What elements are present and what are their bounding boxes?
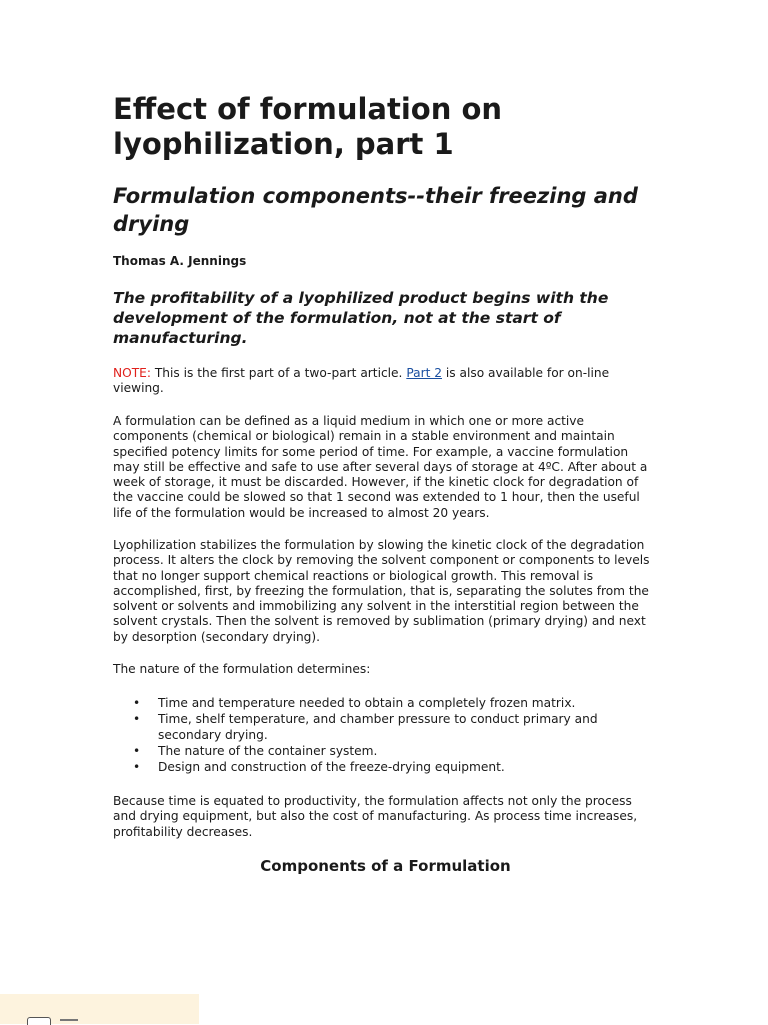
list-item xyxy=(113,711,658,743)
bullet-icon: • xyxy=(133,760,141,774)
note-text-before: This is the first part of a two-part article. xyxy=(150,366,407,380)
list-item-text: The nature of the container system. xyxy=(158,744,378,758)
note-label: NOTE: xyxy=(113,366,151,380)
list-item xyxy=(113,743,658,759)
section-heading: Components of a Formulation xyxy=(260,857,511,875)
closing-paragraph: Because time is equated to productivity, the formulation affects not only the process and drying equipment, but also the cost of manufacturing. As process time increases, profitability decreases. xyxy=(113,794,638,839)
lead-paragraph: The profitability of a lyophilized product begins with the development of the formulation, not at the start of manufacturing. xyxy=(113,289,609,347)
article-subtitle: Formulation components--their freezing and drying xyxy=(113,184,638,236)
note-text-after: is also available for on-line viewing. xyxy=(113,366,610,396)
part-2-link[interactable]: Part 2 xyxy=(406,366,442,380)
bullet-icon: • xyxy=(133,712,141,726)
note-paragraph xyxy=(113,366,658,397)
body-paragraph-1: A formulation can be defined as a liquid medium in which one or more active components (chemical or biological) remain in a stable environment and maintain specified potency limits for some period of time. For example, a vaccine formulation may still be effective and safe to use after several days of storage at 4ºC. After about a week of storage, it must be discarded. However, if the kinetic clock for degradation of the vaccine could be slowed so that 1 second was extended to 1 hour, then the useful life of the formulation would be increased to almost 20 years. xyxy=(113,414,648,520)
body-paragraph-2: Lyophilization stabilizes the formulation by slowing the kinetic clock of the degradation process. It alters the clock by removing the solvent component or components to levels that no longer support chemical reactions or biological growth. This removal is accomplished, first, by freezing the formulation, that is, separating the solutes from the solvent or solvents and immobilizing any solvent in the interstitial region between the solvent crystals. Then the solvent is removed by sublimation (primary drying) and next by desorption (secondary drying). xyxy=(113,538,650,644)
article-title: Effect of formulation on lyophilization, part 1 xyxy=(113,92,503,161)
author-name: Thomas A. Jennings xyxy=(113,254,247,268)
body-paragraph-3: The nature of the formulation determines: xyxy=(113,662,371,676)
bullet-icon: • xyxy=(133,696,141,710)
list-item-text: Time and temperature needed to obtain a completely frozen matrix. xyxy=(158,696,576,710)
footer-mark xyxy=(60,1019,78,1021)
list-item-text: Time, shelf temperature, and chamber pressure to conduct primary and secondary drying. xyxy=(158,712,598,742)
list-item xyxy=(113,759,658,775)
list-item-text: Design and construction of the freeze-drying equipment. xyxy=(158,760,505,774)
bullet-icon: • xyxy=(133,744,141,758)
list-item xyxy=(113,695,658,711)
determinants-list xyxy=(113,695,658,775)
